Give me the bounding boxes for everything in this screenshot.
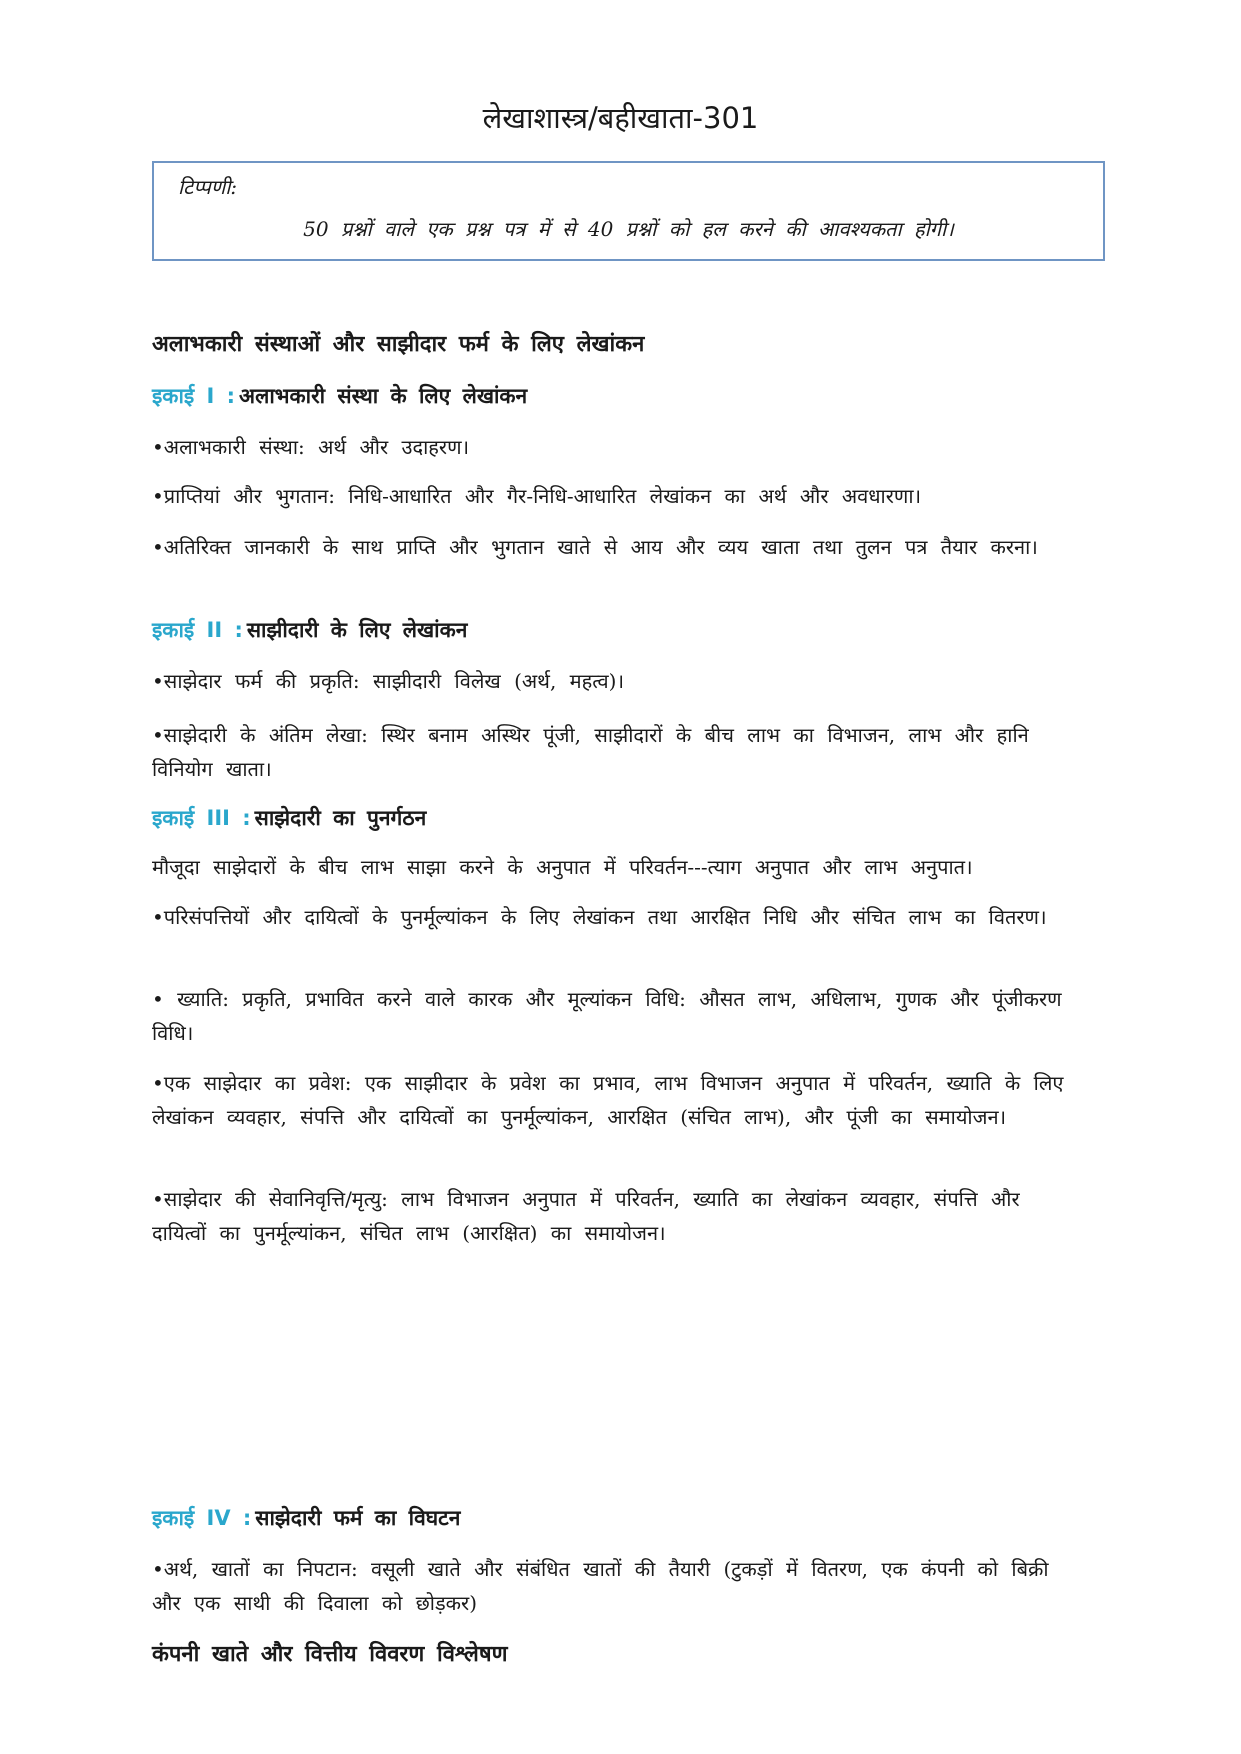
unit-1-label: इकाई I : <box>152 384 236 408</box>
unit-2-point-2: •साझेदारी के अंतिम लेखा: स्थिर बनाम अस्थिर पूंजी, साझीदारों के बीच लाभ का विभाजन, लाभ और हानि विनियोग खाता। <box>152 723 1029 781</box>
unit-1-heading <box>152 382 527 410</box>
unit-1-point-1: •अलाभकारी संस्था: अर्थ और उदाहरण। <box>152 435 470 459</box>
note-box <box>152 161 1105 261</box>
unit-3-point-2: •परिसंपत्तियों और दायित्वों के पुनर्मूल्यांकन के लिए लेखांकन तथा आरक्षित निधि और संचित लाभ का वितरण। <box>152 905 1047 929</box>
section-heading-company-accounts: कंपनी खाते और वित्तीय विवरण विश्लेषण <box>152 1642 508 1667</box>
unit-3-label: इकाई III : <box>152 806 251 830</box>
unit-4-heading <box>152 1504 460 1532</box>
unit-1-point-2: •प्राप्तियां और भुगतान: निधि-आधारित और गैर-निधि-आधारित लेखांकन का अर्थ और अवधारणा। <box>152 484 922 508</box>
unit-3-title: साझेदारी का पुनर्गठन <box>254 806 427 830</box>
unit-4-title: साझेदारी फर्म का विघटन <box>255 1506 461 1530</box>
unit-1-title: अलाभकारी संस्था के लिए लेखांकन <box>239 384 528 408</box>
unit-4-point-1: •अर्थ, खातों का निपटान: वसूली खाते और संबंधित खातों की तैयारी (टुकड़ों में वितरण, एक कंपनी को बिक्री और एक साथी की दिवाला को छोड़कर) <box>152 1557 1049 1615</box>
unit-2-heading <box>152 616 467 644</box>
unit-1-point-3: •अतिरिक्त जानकारी के साथ प्राप्ति और भुगतान खाते से आय और व्यय खाता तथा तुलन पत्र तैयार करना। <box>152 535 1038 559</box>
unit-3-point-1: मौजूदा साझेदारों के बीच लाभ साझा करने के अनुपात में परिवर्तन---त्याग अनुपात और लाभ अनुपात। <box>152 855 973 879</box>
unit-3-heading <box>152 804 426 832</box>
unit-3-point-4: •एक साझेदार का प्रवेश: एक साझीदार के प्रवेश का प्रभाव, लाभ विभाजन अनुपात में परिवर्तन, ख्याति के लिए लेखांकन व्यवहार, संपत्ति और दायित्वों का पुनर्मूल्यांकन, आरक्षित (संचित लाभ), और पूंजी का समायोजन। <box>152 1071 1064 1129</box>
unit-3-point-3: • ख्याति: प्रकृति, प्रभावित करने वाले कारक और मूल्यांकन विधि: औसत लाभ, अधिलाभ, गुणक और पूंजीकरण विधि। <box>152 987 1062 1045</box>
page-title: लेखाशास्त्र/बहीखाता-301 <box>482 101 759 135</box>
unit-2-title: साझीदारी के लिए लेखांकन <box>246 618 468 642</box>
note-label: टिप्पणी: <box>178 175 238 199</box>
unit-2-point-1: •साझेदार फर्म की प्रकृति: साझीदारी विलेख (अर्थ, महत्व)। <box>152 669 625 693</box>
unit-2-label: इकाई II : <box>152 618 243 642</box>
unit-3-point-5: •साझेदार की सेवानिवृत्ति/मृत्यु: लाभ विभाजन अनुपात में परिवर्तन, ख्याति का लेखांकन व्यवहार, संपत्ति और दायित्वों का पुनर्मूल्यांकन, संचित लाभ (आरक्षित) का समायोजन। <box>152 1187 1020 1245</box>
unit-4-label: इकाई IV : <box>152 1506 252 1530</box>
section-heading-nonprofit-partnership: अलाभकारी संस्थाओं और साझीदार फर्म के लिए लेखांकन <box>152 332 645 357</box>
note-text: 50 प्रश्नों वाले एक प्रश्न पत्र में से 40 प्रश्नों को हल करने की आवश्यकता होगी। <box>303 217 954 241</box>
